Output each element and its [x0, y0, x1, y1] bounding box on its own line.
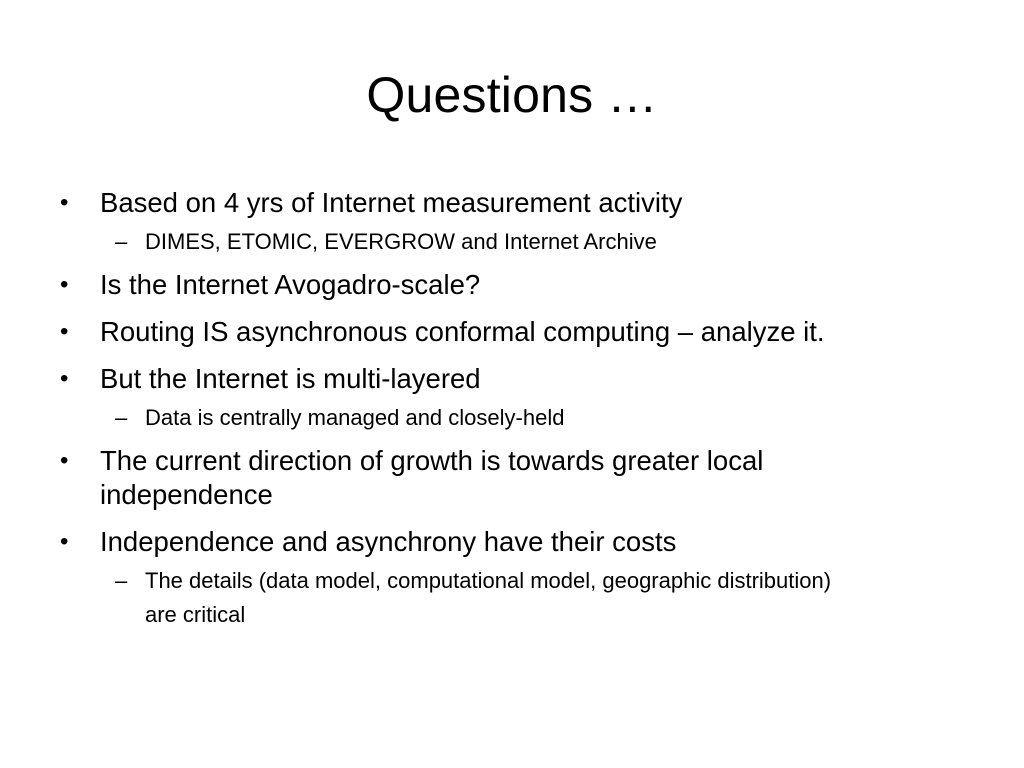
bullet-text: The current direction of growth is towards greater local independence	[100, 445, 764, 510]
sub-bullet-text: DIMES, ETOMIC, EVERGROW and Internet Archive	[145, 229, 657, 254]
sub-bullet-item	[58, 225, 958, 259]
bullet-text: Based on 4 yrs of Internet measurement activity	[100, 187, 683, 218]
bullet-icon: •	[60, 271, 69, 298]
bullet-icon: •	[60, 318, 69, 345]
bullet-item	[58, 362, 958, 396]
bullet-icon: •	[60, 528, 69, 555]
sub-bullet-text: Data is centrally managed and closely-held	[145, 405, 565, 430]
bullet-icon: •	[60, 365, 69, 392]
sub-bullet-item	[58, 564, 835, 632]
sub-bullet-item	[58, 401, 958, 435]
bullet-item	[58, 315, 958, 349]
bullet-item	[58, 268, 958, 302]
bullet-text: Is the Internet Avogadro-scale?	[100, 269, 481, 300]
bullet-icon: •	[60, 189, 69, 216]
dash-icon: –	[115, 568, 128, 593]
bullet-item	[58, 186, 958, 220]
slide-body	[58, 186, 958, 641]
bullet-item	[58, 444, 890, 512]
dash-icon: –	[115, 405, 128, 430]
dash-icon: –	[115, 229, 128, 254]
bullet-icon: •	[60, 447, 69, 474]
bullet-item	[58, 525, 958, 559]
bullet-text: Independence and asynchrony have their costs	[100, 526, 677, 557]
bullet-text: But the Internet is multi-layered	[100, 363, 481, 394]
slide-title: Questions …	[366, 67, 658, 123]
bullet-text: Routing IS asynchronous conformal computing – analyze it.	[100, 316, 825, 347]
sub-bullet-text: The details (data model, computational model, geographic distribution) are critical	[145, 568, 832, 627]
